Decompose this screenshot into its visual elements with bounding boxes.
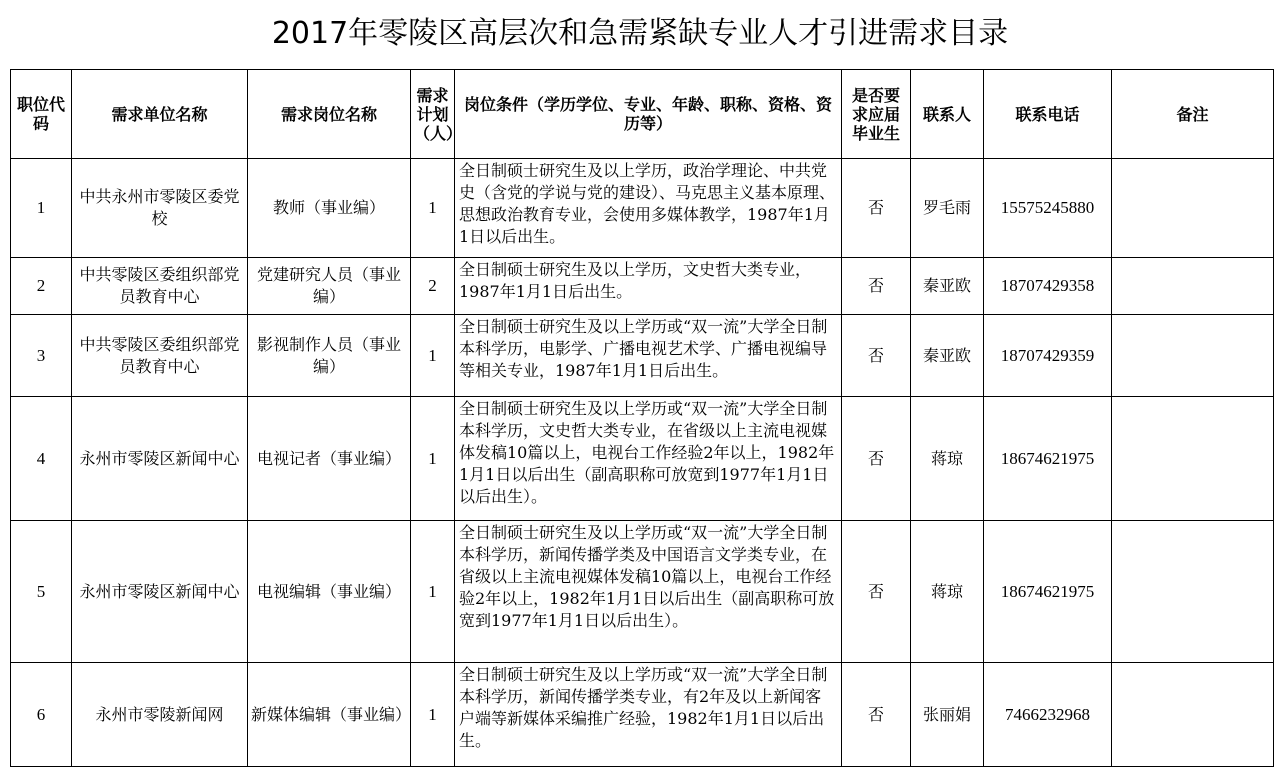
- header-post: 需求岗位名称: [248, 70, 411, 159]
- row-post: 影视制作人员（事业编）: [248, 315, 411, 397]
- row-code: 2: [11, 258, 72, 315]
- row-conditions: 全日制硕士研究生及以上学历或“双一流”大学全日制本科学历，文史哲大类专业，在省级以上主流电视媒体发稿10篇以上，电视台工作经验2年以上，1982年1月1日以后出生（副高职称可放宽到1977年1月1日以后出生）。: [455, 397, 842, 521]
- table-row: [11, 258, 1274, 315]
- row-phone: 7466232968: [984, 663, 1112, 767]
- row-graduate: 否: [842, 159, 911, 258]
- row-plan: 1: [411, 397, 455, 521]
- row-unit: 中共零陵区委组织部党员教育中心: [72, 315, 248, 397]
- row-phone: 18674621975: [984, 521, 1112, 663]
- table-row: [11, 397, 1274, 521]
- row-post: 电视编辑（事业编）: [248, 521, 411, 663]
- row-contact: 秦亚欧: [911, 315, 984, 397]
- row-conditions: 全日制硕士研究生及以上学历，政治学理论、中共党史（含党的学说与党的建设）、马克思主义基本原理、思想政治教育专业，会使用多媒体教学，1987年1月1日以后出生。: [455, 159, 842, 258]
- row-plan: 1: [411, 663, 455, 767]
- row-phone: 15575245880: [984, 159, 1112, 258]
- row-graduate: 否: [842, 258, 911, 315]
- row-phone: 18707429358: [984, 258, 1112, 315]
- row-unit: 中共零陵区委组织部党员教育中心: [72, 258, 248, 315]
- row-graduate: 否: [842, 663, 911, 767]
- header-phone: 联系电话: [984, 70, 1112, 159]
- row-graduate: 否: [842, 315, 911, 397]
- row-conditions: 全日制硕士研究生及以上学历，文史哲大类专业，1987年1月1日后出生。: [455, 258, 842, 315]
- header-contact: 联系人: [911, 70, 984, 159]
- table-row: [11, 521, 1274, 663]
- header-conditions: 岗位条件（学历学位、专业、年龄、职称、资格、资历等）: [455, 70, 842, 159]
- row-plan: 1: [411, 159, 455, 258]
- row-note: [1112, 397, 1274, 521]
- page-title: 2017年零陵区高层次和急需紧缺专业人才引进需求目录: [271, 16, 1009, 51]
- header-unit: 需求单位名称: [72, 70, 248, 159]
- row-contact: 蒋琼: [911, 397, 984, 521]
- row-conditions: 全日制硕士研究生及以上学历或“双一流”大学全日制本科学历，新闻传播学类专业，有2年及以上新闻客户端等新媒体采编推广经验，1982年1月1日以后出生。: [455, 663, 842, 767]
- header-code: 职位代码: [11, 70, 72, 159]
- row-phone: 18707429359: [984, 315, 1112, 397]
- table-row: [11, 663, 1274, 767]
- table-row: [11, 315, 1274, 397]
- row-code: 6: [11, 663, 72, 767]
- row-conditions: 全日制硕士研究生及以上学历或“双一流”大学全日制本科学历，电影学、广播电视艺术学、广播电视编导等相关专业，1987年1月1日后出生。: [455, 315, 842, 397]
- row-code: 5: [11, 521, 72, 663]
- row-contact: 罗毛雨: [911, 159, 984, 258]
- row-phone: 18674621975: [984, 397, 1112, 521]
- row-post: 电视记者（事业编）: [248, 397, 411, 521]
- row-conditions: 全日制硕士研究生及以上学历或“双一流”大学全日制本科学历，新闻传播学类及中国语言文学类专业，在省级以上主流电视媒体发稿10篇以上，电视台工作经验2年以上，1982年1月1日以后出生（副高职称可放宽到1977年1月1日以后出生）。: [455, 521, 842, 663]
- row-post: 党建研究人员（事业编）: [248, 258, 411, 315]
- table-header-row: [11, 70, 1274, 159]
- row-note: [1112, 663, 1274, 767]
- row-plan: 1: [411, 521, 455, 663]
- row-code: 3: [11, 315, 72, 397]
- header-plan: 需求计划（人）: [411, 70, 455, 159]
- row-note: [1112, 159, 1274, 258]
- talent-demand-table: [10, 69, 1274, 767]
- row-graduate: 否: [842, 397, 911, 521]
- row-unit: 永州市零陵区新闻中心: [72, 521, 248, 663]
- row-code: 1: [11, 159, 72, 258]
- row-unit: 永州市零陵新闻网: [72, 663, 248, 767]
- row-post: 教师（事业编）: [248, 159, 411, 258]
- row-plan: 2: [411, 258, 455, 315]
- row-unit: 永州市零陵区新闻中心: [72, 397, 248, 521]
- row-note: [1112, 315, 1274, 397]
- row-unit: 中共永州市零陵区委党校: [72, 159, 248, 258]
- header-note: 备注: [1112, 70, 1274, 159]
- row-note: [1112, 521, 1274, 663]
- row-graduate: 否: [842, 521, 911, 663]
- row-contact: 秦亚欧: [911, 258, 984, 315]
- row-note: [1112, 258, 1274, 315]
- row-contact: 蒋琼: [911, 521, 984, 663]
- row-post: 新媒体编辑（事业编）: [248, 663, 411, 767]
- row-code: 4: [11, 397, 72, 521]
- header-graduate: 是否要求应届毕业生: [842, 70, 911, 159]
- row-contact: 张丽娟: [911, 663, 984, 767]
- row-plan: 1: [411, 315, 455, 397]
- table-row: [11, 159, 1274, 258]
